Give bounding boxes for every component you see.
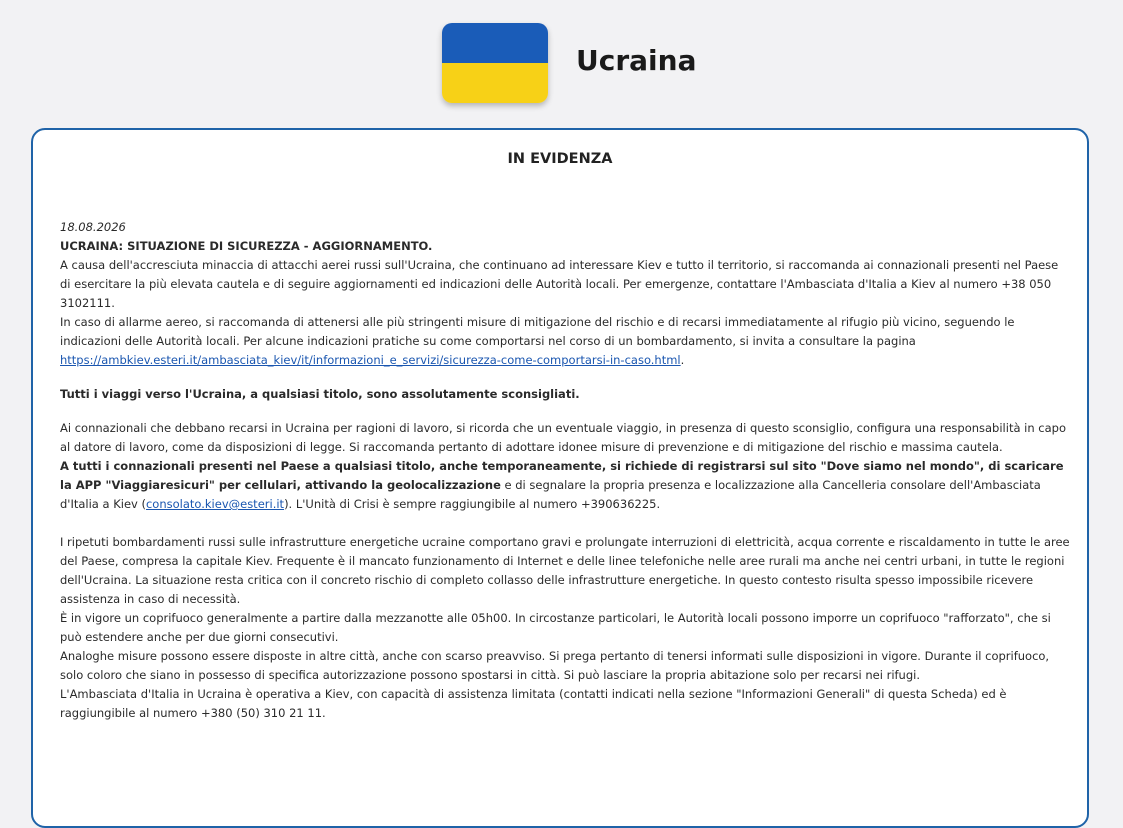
- country-title: Ucraina: [576, 44, 697, 77]
- flag-blue-stripe: [442, 23, 548, 63]
- paragraph-embassy: L'Ambasciata d'Italia in Ucraina è operativa a Kiev, con capacità di assistenza limitata (contatti indicati nella sezione "Informazioni Generali" di questa Scheda) ed è raggiungibile al numero +380 (50) 310 21 11.: [60, 687, 1007, 720]
- registration-text: e di segnalare la propria presenza e localizzazione alla Cancelleria consolare dell'Ambasciata d'Italia a Kiev (: [60, 478, 1041, 511]
- paragraph-registration: [60, 457, 1070, 514]
- registration-bold: A tutti i connazionali presenti nel Paese a qualsiasi titolo, anche temporaneamente, si richiede di registrarsi sul sito "Dove siamo nel mondo", di scaricare la APP "Viaggiaresicuri" per cellulari, attivando la geolocalizzazione: [60, 459, 1064, 492]
- ukraine-flag-icon: [442, 23, 548, 103]
- paragraph-air-alarm: [60, 313, 1070, 370]
- registration-end: ). L'Unità di Crisi è sempre raggiungibile al numero +390636225.: [284, 497, 661, 511]
- consulate-email-link[interactable]: consolato.kiev@esteri.it: [145, 497, 285, 511]
- paragraph-curfew-measures: Analoghe misure possono essere disposte in altre città, anche con scarso preavviso. Si prega pertanto di tenersi informati sulle disposizioni in vigore. Durante il coprifuoco, solo coloro che siano in possesso di specifica autorizzazione possono spostarsi in città. Si può lasciare la propria abitazione solo per recarsi nei rifugi.: [60, 649, 1050, 682]
- page-header: [0, 0, 1123, 120]
- air-alarm-text: In caso di allarme aereo, si raccomanda di attenersi alle più stringenti misure di mitigazione del rischio e di recarsi immediatamente al rifugio più vicino, seguendo le indicazioni delle Autorità locali. Per alcune indicazioni pratiche su come comportarsi nel corso di un bombardamento, si invita a consultare la pagina: [60, 315, 1015, 348]
- safety-guide-link[interactable]: https://ambkiev.esteri.it/ambasciata_kiev/it/informazioni_e_servizi/sicurezza-come-comportarsi-in-caso.html: [60, 353, 681, 367]
- paragraph-infrastructure: I ripetuti bombardamenti russi sulle infrastrutture energetiche ucraine comportano gravi e prolungate interruzioni di elettricità, acqua corrente e riscaldamento in tutte le aree del Paese, compresa la capitale Kiev. Frequente è il mancato funzionamento di Internet e delle linee telefoniche nelle aree rurali ma anche nei centri urbani, in tutte le regioni dell'Ucraina. La situazione resta critica con il concreto rischio di completo collasso delle infrastrutture energetiche. In questo contesto risulta spesso impossibile ricevere assistenza in caso di necessità.: [60, 535, 1070, 606]
- card-title: IN EVIDENZA: [507, 151, 613, 167]
- paragraph-work-travel: Ai connazionali che debbano recarsi in Ucraina per ragioni di lavoro, si ricorda che un eventuale viaggio, in presenza di questo sconsiglio, configura una responsabilità in capo al datore di lavoro, come da disposizioni di legge. Si raccomanda pertanto di adottare idonee misure di prevenzione e di mitigazione del rischio e massima cautela.: [60, 421, 1067, 454]
- card-content: [60, 218, 1070, 723]
- flag-yellow-stripe: [442, 63, 548, 103]
- highlights-card: [31, 128, 1089, 828]
- headline: UCRAINA: SITUAZIONE DI SICUREZZA - AGGIORNAMENTO.: [60, 239, 433, 253]
- travel-warning: Tutti i viaggi verso l'Ucraina, a qualsiasi titolo, sono assolutamente sconsigliati.: [60, 387, 580, 401]
- air-alarm-end: .: [680, 353, 685, 367]
- paragraph-threat: A causa dell'accresciuta minaccia di attacchi aerei russi sull'Ucraina, che continuano ad interessare Kiev e tutto il territorio, si raccomanda ai connazionali presenti nel Paese di esercitare la più elevata cautela e di seguire aggiornamenti ed indicazioni delle Autorità locali. Per emergenze, contattare l'Ambasciata d'Italia a Kiev al numero +38 050 3102111.: [60, 258, 1059, 310]
- update-date: 18.08.2026: [60, 220, 126, 234]
- paragraph-curfew: È in vigore un coprifuoco generalmente a partire dalla mezzanotte alle 05h00. In circostanze particolari, le Autorità locali possono imporre un coprifuoco "rafforzato", che si può estendere anche per due giorni consecutivi.: [60, 611, 1051, 644]
